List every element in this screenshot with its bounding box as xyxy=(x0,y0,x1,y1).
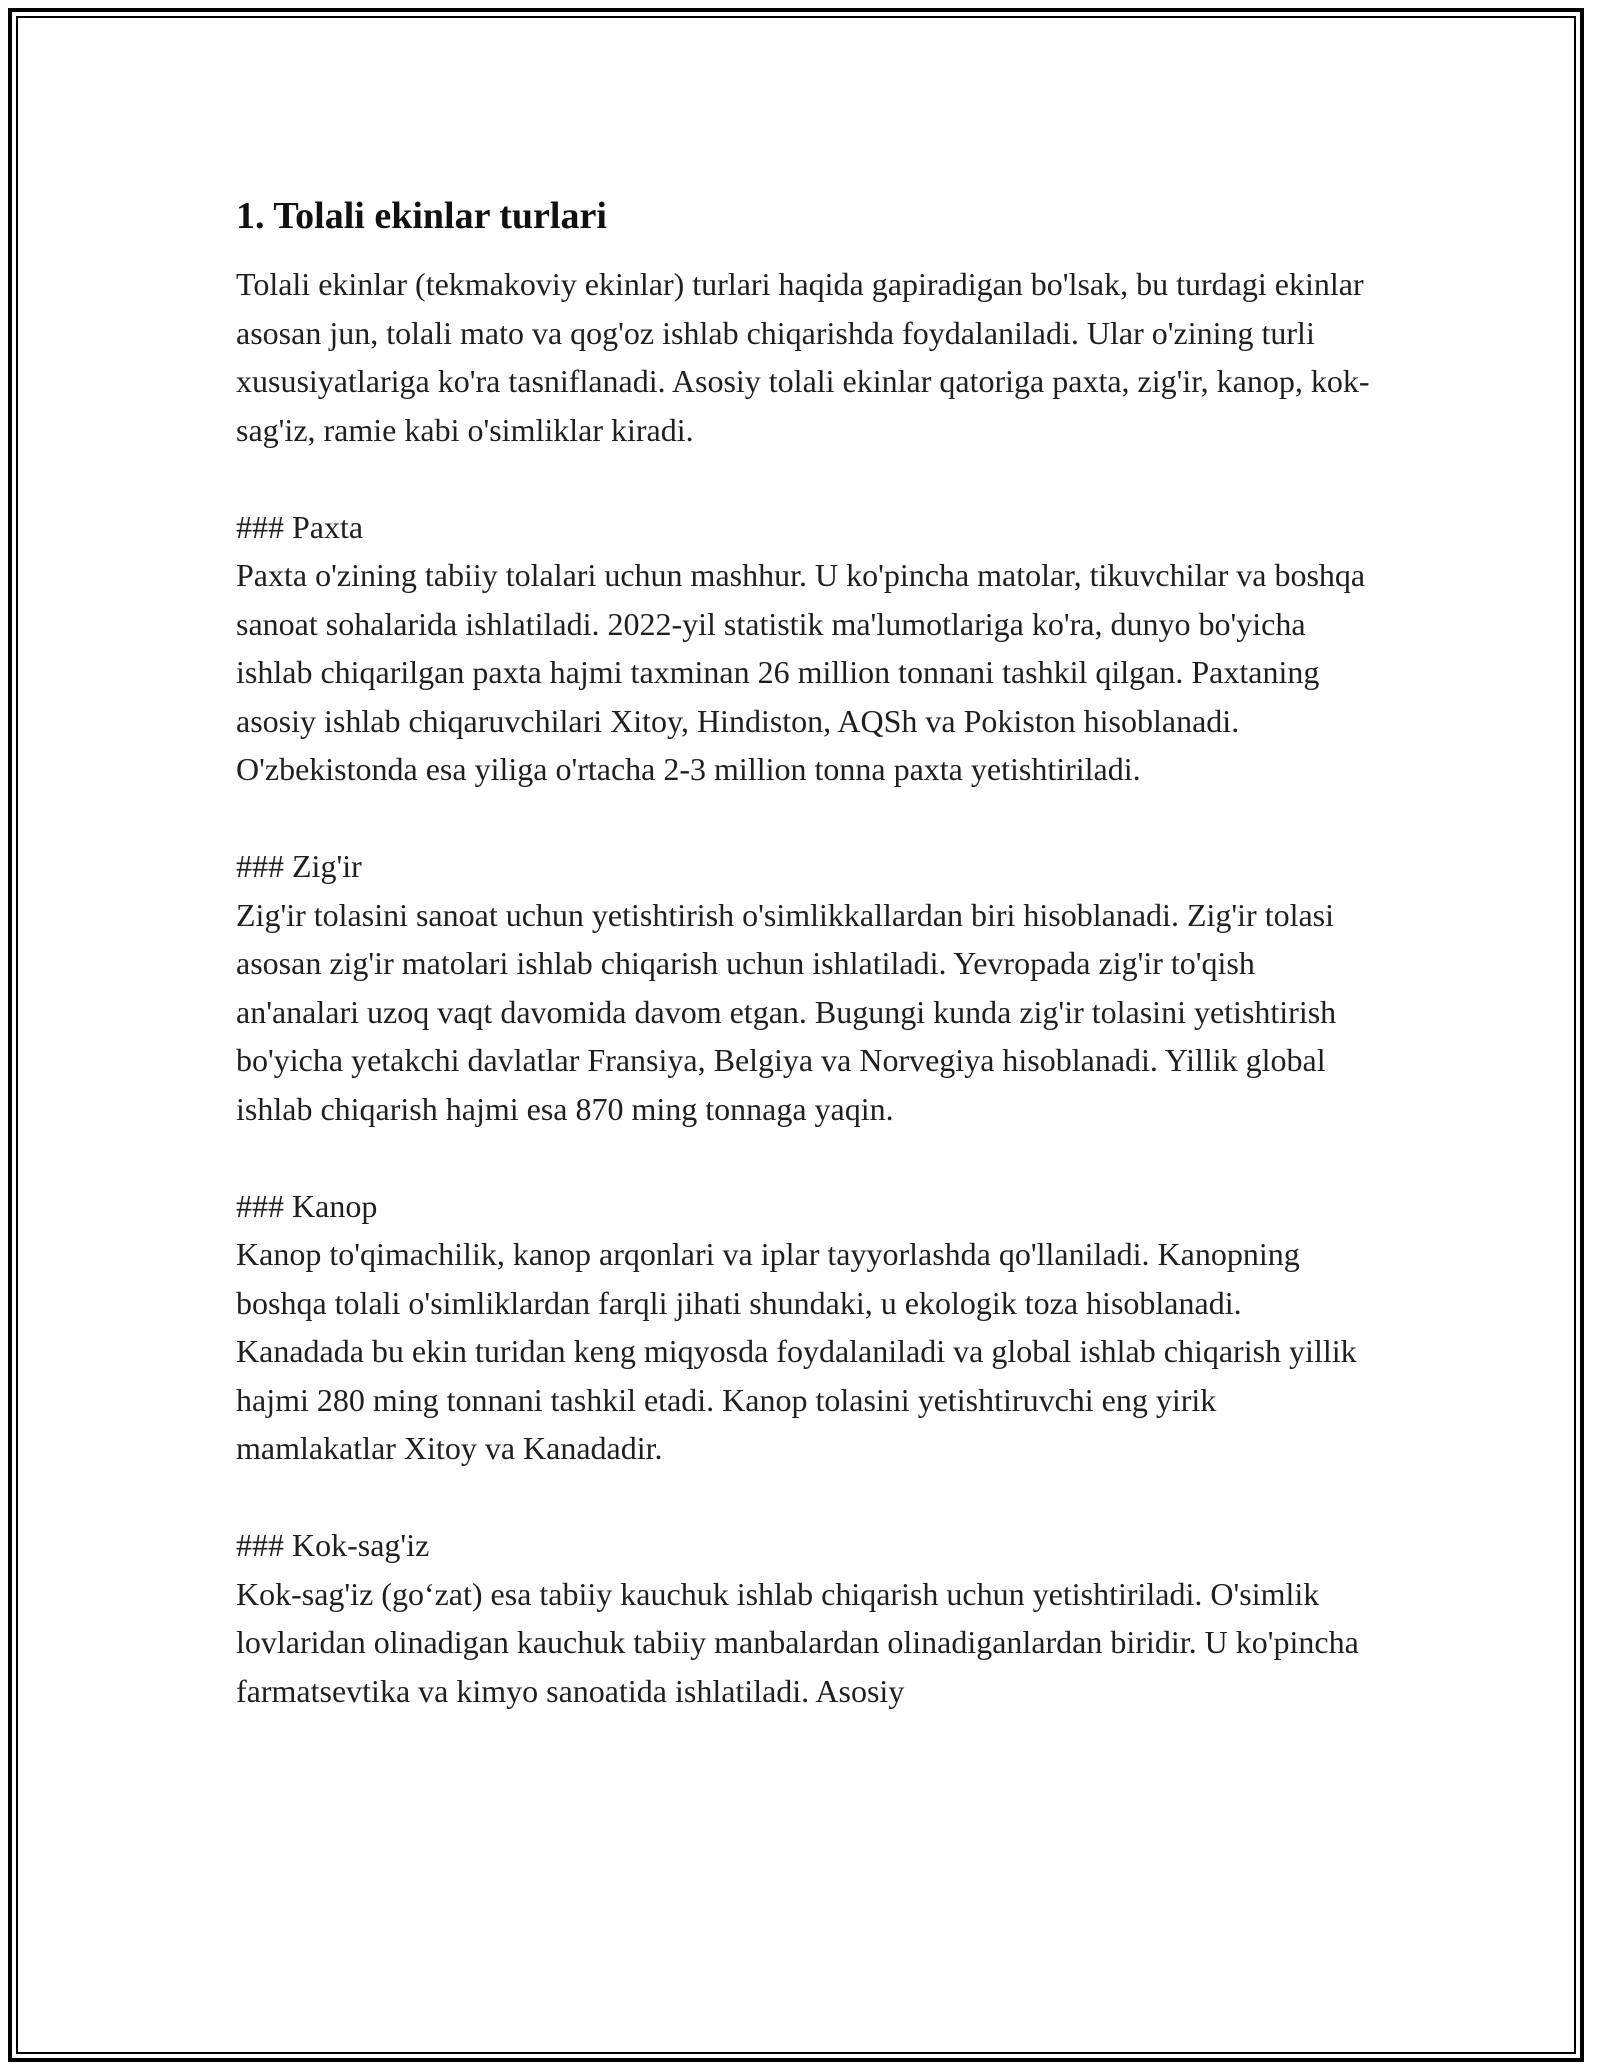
section-heading: ### Zig'ir xyxy=(236,848,362,884)
section-paragraph: Kanop to'qimachilik, kanop arqonlari va iplar tayyorlashda qo'llaniladi. Kanopning boshqa tolali o'simliklardan farqli jihati shundaki, u ekologik toza hisoblanadi. Kanadada bu ekin turidan keng miqyosda foydalaniladi va global ishlab chiqarish yillik hajmi 280 ming tonnani tashkil etadi. Kanop tolasini yetishtiruvchi eng yirik mamlakatlar Xitoy va Kanadadir. xyxy=(236,1236,1357,1466)
section-paragraph: Kok-sag'iz (go‘zat) esa tabiiy kauchuk ishlab chiqarish uchun yetishtiriladi. O'simlik lovlaridan olinadigan kauchuk tabiiy manbalardan olinadiganlardan biridir. U ko'pincha farmatsevtika va kimyo sanoatida ishlatiladi. Asosiy xyxy=(236,1575,1359,1709)
section-kanop xyxy=(236,1182,1376,1473)
page-title: 1. Tolali ekinlar turlari xyxy=(236,195,607,237)
section-kok-sagiz xyxy=(236,1521,1376,1715)
document-body xyxy=(236,190,1376,1715)
intro-paragraph: Tolali ekinlar (tekmakoviy ekinlar) turlari haqida gapiradigan bo'lsak, bu turdagi ekinlar asosan jun, tolali mato va qog'oz ishlab chiqarishda foydalaniladi. Ular o'zining turli xususiyatlariga ko'ra tasniflanadi. Asosiy tolali ekinlar qatoriga paxta, zig'ir, kanop, kok-sag'iz, ramie kabi o'simliklar kiradi. xyxy=(236,266,1370,448)
section-heading: ### Kok-sag'iz xyxy=(236,1527,430,1563)
section-paragraph: Zig'ir tolasini sanoat uchun yetishtirish o'simlikkallardan biri hisoblanadi. Zig'ir tolasi asosan zig'ir matolari ishlab chiqarish uchun ishlatiladi. Yevropada zig'ir to'qish an'analari uzoq vaqt davomida davom etgan. Bugungi kunda zig'ir tolasini yetishtirish bo'yicha yetakchi davlatlar Fransiya, Belgiya va Norvegiya hisoblanadi. Yillik global ishlab chiqarish hajmi esa 870 ming tonnaga yaqin. xyxy=(236,896,1337,1127)
section-paragraph: Paxta o'zining tabiiy tolalari uchun mashhur. U ko'pincha matolar, tikuvchilar va boshqa sanoat sohalarida ishlatiladi. 2022-yil statistik ma'lumotlariga ko'ra, dunyo bo'yicha ishlab chiqarilgan paxta hajmi taxminan 26 million tonnani tashkil qilgan. Paxtaning asosiy ishlab chiqaruvchilari Xitoy, Hindiston, AQSh va Pokiston hisoblanadi. O'zbekistonda esa yiliga o'rtacha 2-3 million tonna paxta yetishtiriladi. xyxy=(236,557,1366,787)
section-zigir xyxy=(236,842,1376,1133)
section-heading: ### Kanop xyxy=(236,1187,378,1224)
section-heading: ### Paxta xyxy=(236,508,364,545)
section-paxta xyxy=(236,503,1376,794)
